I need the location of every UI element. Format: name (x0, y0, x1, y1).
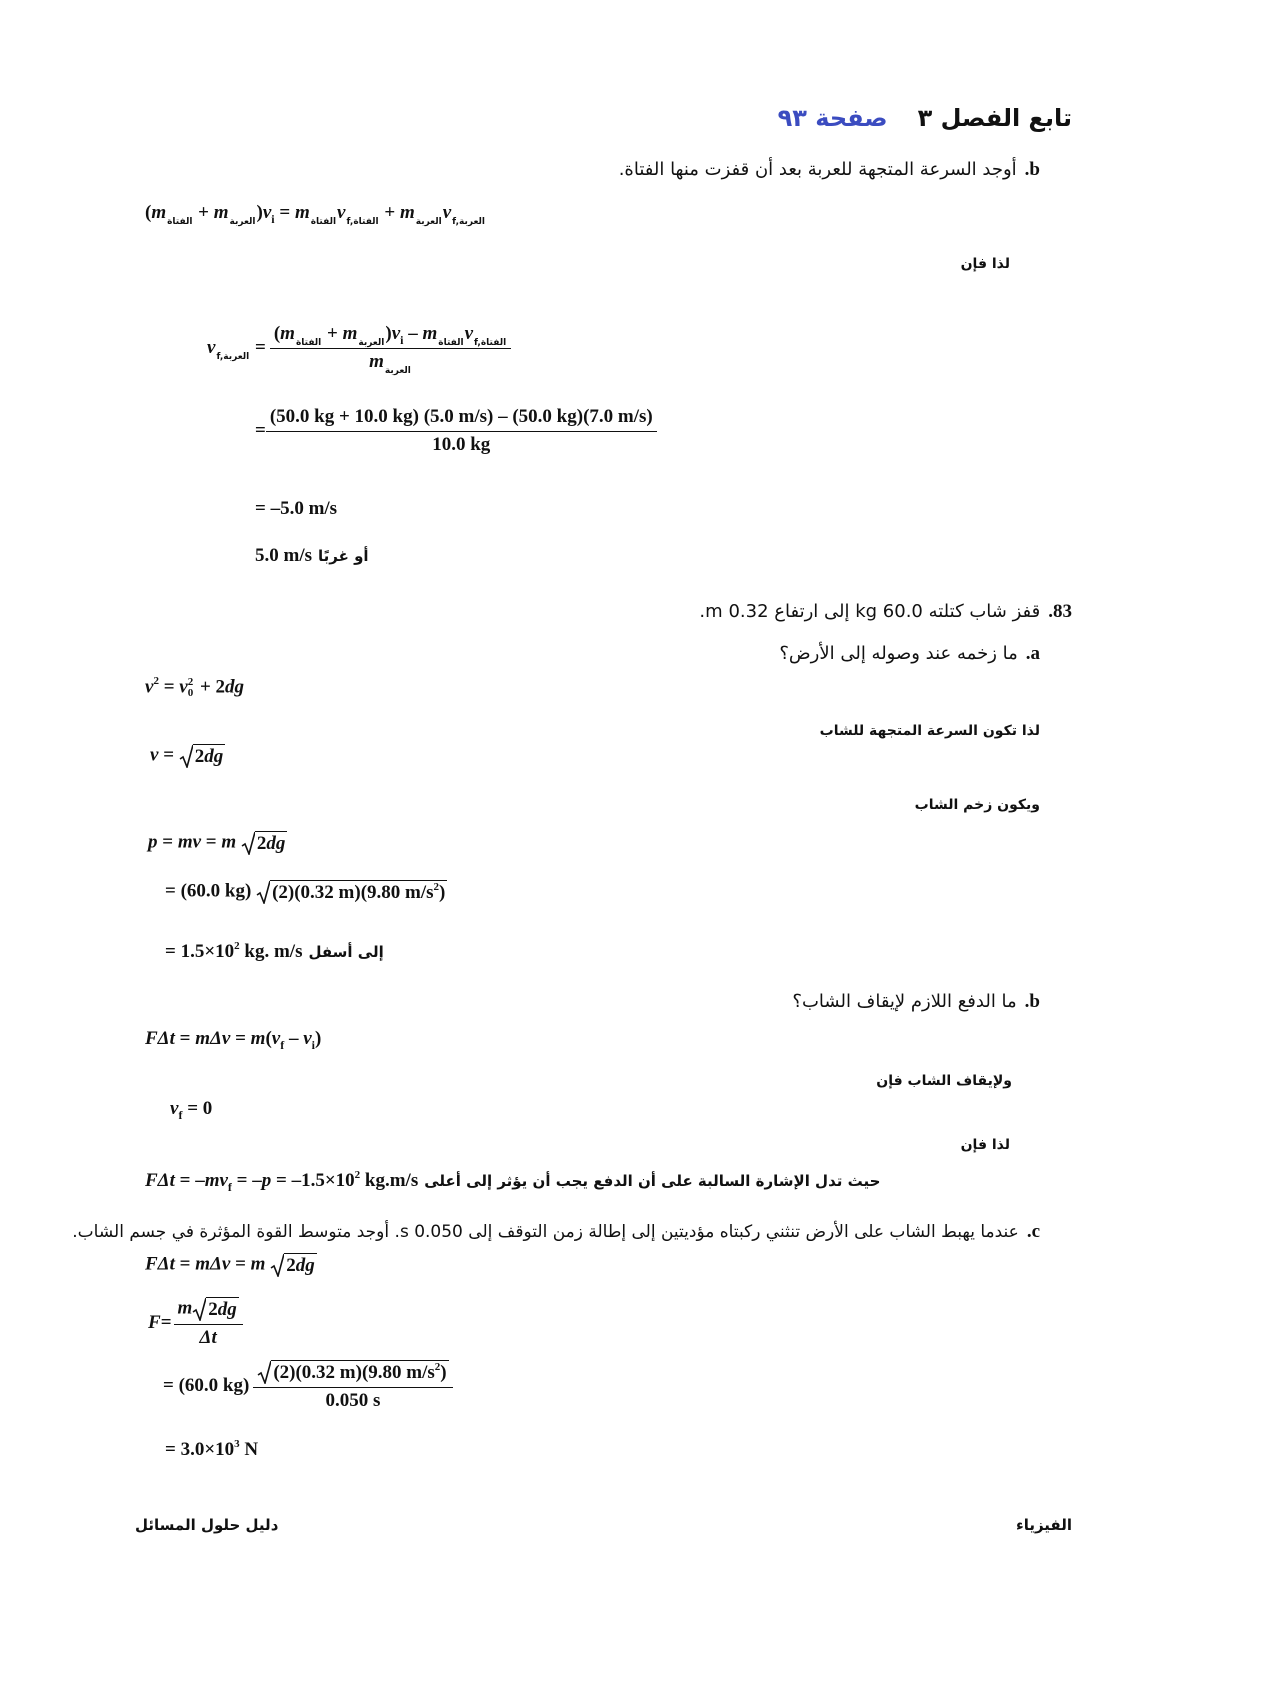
therefore-label-2: لذا فإن (960, 1137, 1010, 1153)
eq-token: p (261, 1170, 272, 1191)
eq-superscript: 2 (187, 676, 194, 688)
eq-token: = (174, 1028, 196, 1049)
eq-subscript: العربة (415, 217, 442, 227)
eq-token: dg (266, 833, 286, 855)
eq-subscript: الفتاة (295, 338, 322, 348)
eq-token: kg. m/s (239, 941, 303, 962)
eq-token: kg.m/s (360, 1170, 419, 1191)
radicand (206, 1297, 239, 1321)
eq-subscript: العربة (229, 217, 256, 227)
eq-token: m (280, 323, 295, 344)
momentum-conservation-equation (145, 202, 486, 227)
velocity-equation (150, 744, 225, 768)
eq-token: m (294, 202, 310, 223)
momentum-substitution (165, 880, 447, 904)
impulse-equation-c (145, 1253, 317, 1277)
eq-superscript: 2 (354, 1169, 361, 1181)
eq-token: (2)(0.32 m)(9.80 m/s (273, 1362, 435, 1384)
force-equation (148, 1297, 243, 1349)
eq-superscript: 2 (153, 675, 159, 688)
eq-token: m (213, 202, 229, 223)
eq-token: = – (174, 1170, 205, 1191)
radicand (193, 744, 226, 768)
eq-token: = (60.0 kg) (163, 1374, 250, 1396)
eq-subscript: i (311, 1038, 315, 1052)
radicand (284, 1253, 317, 1277)
eq-subscript: f,العربة (452, 217, 485, 227)
eq-token: = (157, 831, 178, 853)
fraction-denominator: Δt (199, 1327, 217, 1348)
momentum-direction: إلى أسفل (308, 943, 384, 961)
question-b-label: b. (1024, 159, 1040, 180)
eq-subscript: العربة (384, 365, 411, 376)
equals-sign: = (255, 419, 266, 441)
eq-token: (2)(0.32 m)(9.80 m/s (272, 882, 434, 904)
eq-token: mv (204, 1170, 228, 1191)
eq-token: F (148, 1311, 161, 1333)
eq-token: FΔt (145, 1028, 175, 1049)
eq-token: dg (204, 746, 224, 768)
eq-token: FΔt (145, 1253, 175, 1275)
radicand (255, 831, 288, 855)
eq-subscript: f (227, 1180, 232, 1194)
eq-subscript: 0 (187, 687, 194, 699)
eq-token: v (464, 323, 473, 344)
eq-token: mΔv (195, 1028, 231, 1049)
footer-subject: الفيزياء (1016, 1516, 1072, 1534)
momentum-label: ويكون زخم الشاب (914, 797, 1040, 813)
eq-token: m (342, 323, 358, 344)
eq-token: = 1.5×10 (165, 941, 235, 962)
eq-subscript: f,الفتاة (474, 338, 507, 348)
eq-token: N (239, 1439, 259, 1460)
page-number: صفحة ٩٣ (777, 104, 888, 132)
velocity-label: لذا تكون السرعة المتجهة للشاب (819, 723, 1040, 739)
eq-token: ) (314, 1028, 322, 1049)
solve-fraction (270, 323, 511, 376)
eq-token: ) (256, 202, 263, 223)
solve-cart-velocity-equation (207, 323, 511, 376)
impulse-note: حيث تدل الإشارة السالبة على أن الدفع يجب أن يؤثر إلى أعلى (424, 1172, 881, 1190)
square-root (256, 880, 447, 904)
momentum-result (165, 942, 384, 963)
eq-superscript: 2 (234, 940, 240, 952)
chapter-title: تابع الفصل ٣ (917, 104, 1072, 132)
substitution-fraction (266, 407, 657, 456)
eq-token: m (221, 831, 237, 853)
eq-subscript: i (400, 333, 404, 347)
eq-token: + (379, 202, 400, 223)
radical-sign (192, 1297, 206, 1321)
eq-superscript: 2 (434, 1361, 441, 1374)
cart-velocity-answer (255, 546, 369, 567)
force-result (165, 1440, 258, 1461)
eq-token: m (177, 1297, 193, 1319)
eq-token: m (399, 202, 415, 223)
eq-supsub (188, 677, 194, 699)
page-header (778, 104, 1072, 133)
final-velocity-equation (170, 1099, 212, 1120)
radicand (270, 880, 447, 904)
eq-token: = 3.0×10 (165, 1439, 235, 1460)
substitution-equation (255, 407, 657, 456)
eq-token: mΔv (195, 1253, 231, 1275)
impulse-result (145, 1171, 880, 1192)
eq-token: ( (145, 202, 152, 223)
eq-token: v (337, 202, 346, 223)
eq-token: = (201, 831, 222, 853)
eq-token: ( (265, 1028, 272, 1049)
radical-sign (257, 1360, 271, 1384)
eq-token: – (403, 323, 423, 344)
eq-token: = (230, 1253, 251, 1275)
eq-token: = (158, 676, 180, 698)
cart-velocity-result: = –5.0 m/s (255, 498, 338, 519)
problem-83 (699, 601, 1072, 624)
eq-subscript: f (280, 1038, 285, 1052)
eq-token: ) (440, 1362, 447, 1384)
eq-token: m (369, 350, 384, 372)
eq-subscript: f,الفتاة (346, 217, 379, 227)
eq-token: = (160, 1311, 172, 1333)
question-83a-label: a. (1025, 643, 1040, 664)
square-root (192, 1297, 239, 1321)
question-83b-text: ما الدفع اللازم لإيقاف الشاب؟ (792, 991, 1017, 1012)
fraction-numerator (270, 324, 511, 349)
eq-token: v (391, 323, 401, 344)
eq-token: dg (225, 676, 245, 698)
eq-subscript: الفتاة (310, 217, 337, 227)
answer-direction: أو غربًا (318, 547, 369, 565)
force-sub-fraction (253, 1360, 452, 1412)
eq-subscript: الفتاة (438, 338, 464, 348)
square-root (179, 744, 226, 768)
problem-statement: قفز شاب كتلته 60.0 kg إلى ارتفاع 0.32 m. (699, 601, 1041, 622)
eq-token: p (148, 831, 158, 853)
eq-token: ) (385, 323, 392, 344)
radical-sign (270, 1253, 284, 1277)
fraction-denominator: 10.0 kg (432, 433, 491, 455)
eq-token: v (150, 744, 159, 766)
eq-token: = (274, 202, 295, 223)
fraction-denominator: 0.050 s (325, 1390, 381, 1411)
eq-token: v (207, 336, 216, 358)
eq-superscript: 3 (234, 1438, 240, 1450)
eq-token: m (250, 1028, 266, 1049)
eq-token: – (284, 1028, 304, 1049)
eq-token: 2 (286, 1255, 296, 1277)
eq-subscript: f,العربة (216, 351, 250, 362)
radicand (271, 1360, 448, 1384)
force-fraction (174, 1297, 243, 1349)
fraction-denominator (369, 349, 412, 376)
eq-token: = (230, 1028, 251, 1049)
eq-token: v (303, 1028, 312, 1049)
momentum-equation (148, 831, 287, 855)
radical-sign (256, 880, 270, 904)
impulse-equation (145, 1029, 321, 1050)
eq-token: 2 (256, 833, 267, 855)
radical-sign (241, 831, 255, 855)
eq-token: = –1.5×10 (271, 1170, 355, 1191)
question-b-text: أوجد السرعة المتجهة للعربة بعد أن قفزت منها الفتاة. (618, 159, 1017, 180)
question-83c (72, 1221, 1040, 1244)
stop-label: ولإيقاف الشاب فإن (876, 1073, 1012, 1089)
question-83a-text: ما زخمه عند وصوله إلى الأرض؟ (779, 643, 1018, 664)
eq-token: = 0 (182, 1098, 213, 1119)
eq-token: v (170, 1098, 179, 1119)
eq-subscript: f (178, 1108, 183, 1122)
eq-subscript: العربة (358, 338, 385, 348)
fraction-numerator (253, 1360, 452, 1388)
eq-token: v (179, 676, 188, 698)
fraction-numerator: (50.0 kg + 10.0 kg) (5.0 m/s) – (50.0 kg)(7.0 m/s) (266, 407, 657, 432)
eq-token: mv (177, 831, 202, 853)
eq-token: v (442, 202, 452, 223)
square-root (241, 831, 288, 855)
kinematics-equation (145, 677, 244, 699)
question-83c-text: عندما يهبط الشاب على الأرض تنثني ركبتاه مؤديتين إلى إطالة زمن التوقف إلى 0.050 s. أوجد متوسط القوة المؤثرة في جسم الشاب. (72, 1222, 1019, 1242)
eq-token: + (322, 323, 343, 344)
eq-token: ( (273, 323, 281, 344)
eq-token: dg (217, 1299, 237, 1321)
eq-token: m (151, 202, 167, 223)
eq-token: m (250, 1253, 266, 1275)
eq-token: = (174, 1253, 196, 1275)
eq-token: v (262, 202, 272, 223)
question-b (619, 159, 1040, 182)
answer-value: 5.0 m/s (255, 545, 312, 566)
eq-token: v (145, 676, 154, 698)
eq-token: 2 (208, 1299, 218, 1321)
problem-number: 83. (1048, 601, 1072, 622)
square-root (257, 1360, 448, 1384)
question-83c-label: c. (1026, 1221, 1040, 1242)
fraction-numerator (174, 1297, 243, 1325)
eq-token: = (60.0 kg) (165, 880, 252, 902)
footer-guide-title: دليل حلول المسائل (135, 1516, 279, 1534)
radical-sign (179, 744, 193, 768)
question-83a (779, 643, 1040, 666)
eq-superscript: 2 (433, 881, 440, 894)
force-substitution (163, 1360, 453, 1412)
square-root (270, 1253, 317, 1277)
eq-token: v (271, 1028, 281, 1049)
eq-token: + 2 (195, 676, 226, 698)
eq-token: = (250, 336, 266, 358)
eq-token: = (158, 744, 179, 766)
eq-token: dg (295, 1255, 315, 1277)
eq-subscript: i (271, 212, 275, 226)
solve-lhs (207, 336, 266, 362)
question-83b-label: b. (1024, 991, 1040, 1012)
eq-token: ) (439, 882, 446, 904)
eq-token: = – (231, 1170, 262, 1191)
question-83b (792, 991, 1040, 1014)
eq-token: FΔt (145, 1170, 175, 1191)
eq-subscript: الفتاة (167, 217, 193, 227)
therefore-label: لذا فإن (960, 256, 1010, 272)
eq-token: 2 (194, 746, 205, 768)
eq-token: m (422, 323, 438, 344)
eq-token: + (193, 202, 214, 223)
